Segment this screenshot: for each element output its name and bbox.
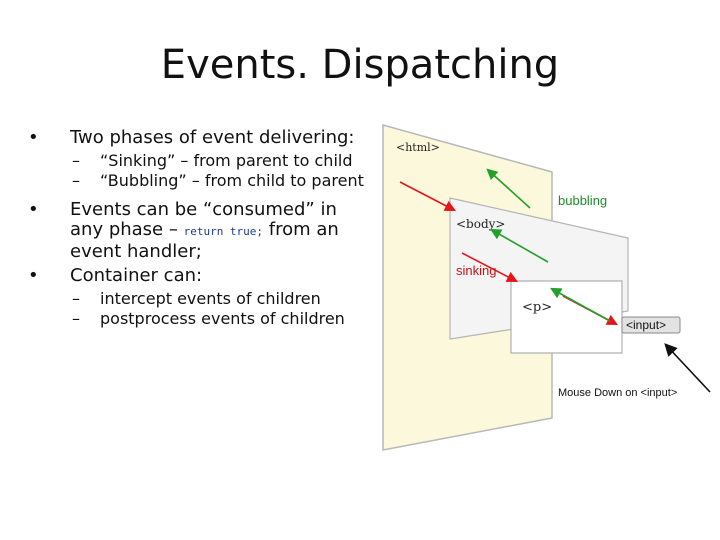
bullet-text: Events can be “consumed” in any phase – (70, 199, 337, 240)
bullet-text: Container can: (70, 265, 203, 286)
slide-title: Events. Dispatching (160, 42, 560, 88)
mouse-down-label: Mouse Down on <input> (558, 387, 678, 399)
input-label: <input> (626, 318, 667, 332)
bubbling-label: bubbling (558, 193, 608, 208)
p-panel (511, 281, 622, 353)
bullet-icon: • (28, 265, 39, 286)
dash-icon: – (72, 171, 80, 190)
bullet-icon: • (28, 199, 39, 220)
body-label: <body> (456, 217, 506, 231)
mouse-down-arrow (666, 345, 710, 392)
p-label: <p> (522, 300, 553, 315)
sub-bullet-text: “Sinking” – from parent to child (100, 151, 353, 170)
sub-bullet-text: “Bubbling” – from child to parent (100, 171, 364, 190)
dash-icon: – (72, 289, 80, 308)
bullet-icon: • (28, 127, 39, 148)
bullet-text: Two phases of event delivering: (70, 127, 355, 148)
sub-bullet-text: postprocess events of children (100, 309, 345, 328)
bullet-text: from an event handler; (70, 219, 339, 262)
sinking-label: sinking (456, 263, 497, 278)
code-snippet: return true; (183, 225, 264, 238)
dash-icon: – (72, 151, 80, 170)
html-label: <html> (396, 141, 440, 154)
sub-bullet-text: intercept events of children (100, 289, 321, 308)
dash-icon: – (72, 309, 80, 328)
